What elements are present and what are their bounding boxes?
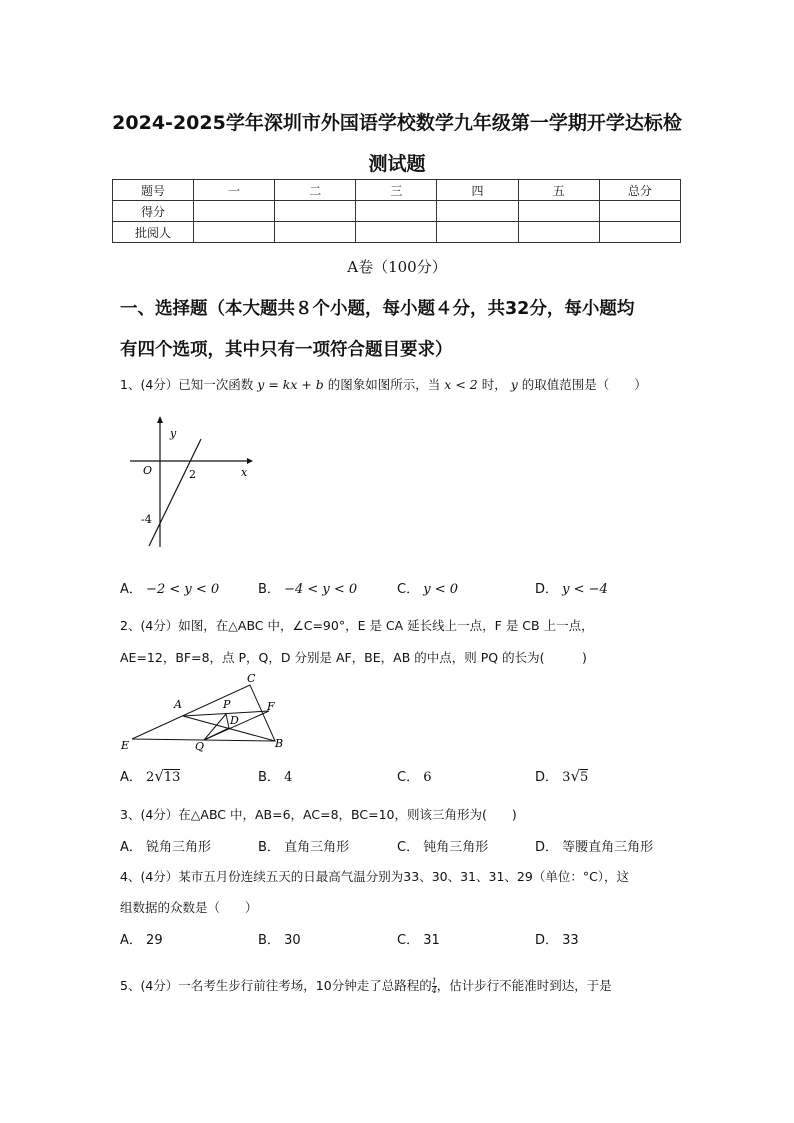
score-table-header: 四 — [437, 180, 518, 201]
score-table-row — [113, 222, 681, 243]
score-cell — [194, 222, 275, 243]
page-title-line1: 2024-2025学年深圳市外国语学校数学九年级第一学期开学达标检 — [112, 112, 682, 134]
q3-option-a[interactable] — [120, 836, 211, 855]
score-table-header: 三 — [356, 180, 437, 201]
label-b: B — [275, 737, 284, 750]
sqrt-icon: √ — [570, 767, 580, 785]
question-5-stem — [120, 976, 612, 995]
q1-text: 的图象如图所示，当 — [327, 377, 441, 392]
score-table-row — [113, 201, 681, 222]
option-letter: C． — [397, 770, 420, 785]
option-letter: D． — [535, 933, 559, 948]
option-letter: B． — [258, 933, 280, 948]
origin-label: O — [143, 464, 153, 477]
option-text: 3 — [562, 770, 571, 785]
score-cell — [599, 201, 680, 222]
question-4-line2: 组数据的众数是（ ） — [120, 900, 258, 915]
option-letter: B． — [258, 840, 280, 855]
score-row-label: 得分 — [113, 201, 194, 222]
option-letter: B． — [258, 770, 280, 785]
score-cell — [518, 222, 599, 243]
option-text: 31 — [423, 933, 440, 948]
q4-option-c[interactable] — [397, 929, 440, 948]
x-axis-arrow-icon — [247, 458, 253, 464]
option-letter: C． — [397, 933, 420, 948]
option-letter: C． — [397, 840, 420, 855]
question-2-line1: 2、(4分）如图，在△ABC 中，∠C=90°，E 是 CA 延长线上一点，F 是 CB 上一点， — [120, 618, 594, 633]
q5-text: ，估计步行不能准时到达，于是 — [436, 978, 612, 993]
section-heading-line2: 有四个选项，其中只有一项符合题目要求） — [120, 340, 453, 360]
option-letter: D． — [535, 582, 559, 597]
score-table-header: 一 — [194, 180, 275, 201]
q1-option-d[interactable] — [535, 578, 608, 597]
option-text: 锐角三角形 — [146, 840, 212, 855]
q3-option-b[interactable] — [258, 836, 349, 855]
option-text: 4 — [284, 770, 293, 785]
question-3-stem: 3、(4分）在△ABC 中，AB=6，AC=8，BC=10，则该三角形为( ) — [120, 807, 517, 822]
option-text: 33 — [562, 933, 579, 948]
score-cell — [194, 201, 275, 222]
label-a: A — [174, 698, 182, 711]
q1-variable: y — [510, 377, 518, 392]
q4-option-b[interactable] — [258, 929, 301, 948]
radicand: 13 — [163, 770, 181, 785]
option-text: 钝角三角形 — [423, 840, 489, 855]
function-line — [149, 439, 201, 546]
option-text: −4 < y < 0 — [284, 582, 358, 597]
q1-option-c[interactable] — [397, 578, 458, 597]
sqrt-icon: √ — [154, 767, 164, 785]
segment-pd — [226, 714, 229, 728]
y-axis-label: y — [170, 427, 177, 440]
q4-option-a[interactable] — [120, 929, 163, 948]
score-table — [112, 179, 681, 243]
q3-option-c[interactable] — [397, 836, 488, 855]
segment-qd — [204, 728, 229, 740]
score-cell — [518, 201, 599, 222]
option-text: 6 — [423, 770, 432, 785]
q3-option-d[interactable] — [535, 836, 653, 855]
q2-option-a[interactable] — [120, 766, 180, 785]
score-table-header: 二 — [275, 180, 356, 201]
q1-option-b[interactable] — [258, 578, 357, 597]
label-q: Q — [195, 740, 205, 753]
x-intercept-label: 2 — [189, 468, 196, 481]
option-letter: A． — [120, 840, 142, 855]
section-heading-line1: 一、选择题（本大题共８个小题，每小题４分，共32分，每小题均 — [120, 299, 635, 319]
option-text: 2 — [146, 770, 155, 785]
y-axis-arrow-icon — [157, 416, 163, 423]
outer-triangle-ece — [132, 685, 275, 741]
q1-text: 时， — [481, 377, 507, 392]
q1-text: 的取值范围是（ ） — [521, 377, 647, 392]
score-cell — [437, 222, 518, 243]
option-letter: C． — [397, 582, 420, 597]
option-letter: A． — [120, 770, 142, 785]
option-text: −2 < y < 0 — [146, 582, 220, 597]
score-cell — [356, 222, 437, 243]
q2-option-c[interactable] — [397, 766, 432, 785]
radicand: 5 — [580, 770, 589, 785]
option-text: y < 0 — [423, 582, 458, 597]
q4-option-d[interactable] — [535, 929, 579, 948]
option-letter: A． — [120, 582, 142, 597]
x-axis-label: x — [241, 466, 248, 479]
score-cell — [356, 201, 437, 222]
question-4-line1: 4、(4分）某市五月份连续五天的日最高气温分别为33、30、31、31、29（单位：°C），这 — [120, 869, 630, 884]
option-text: 直角三角形 — [284, 840, 350, 855]
option-text: 等腰直角三角形 — [562, 840, 654, 855]
label-e: E — [121, 739, 130, 752]
label-c: C — [247, 672, 256, 685]
score-table-header-row — [113, 180, 681, 201]
question-1-stem — [120, 375, 647, 393]
option-letter: B． — [258, 582, 280, 597]
q2-option-d[interactable] — [535, 766, 588, 785]
option-letter: D． — [535, 840, 559, 855]
question-2-line2: AE=12，BF=8，点 P，Q，D 分别是 AF，BE，AB 的中点，则 PQ 的长为( ) — [120, 650, 587, 665]
q1-function: y = kx + b — [257, 377, 324, 392]
score-cell — [599, 222, 680, 243]
fraction-denominator: 4 — [431, 986, 437, 995]
page-title-line2: 测试题 — [368, 153, 426, 175]
fraction-numerator: 1 — [431, 977, 437, 986]
option-text: y < −4 — [562, 582, 608, 597]
score-row-label: 批阅人 — [113, 222, 194, 243]
q1-text: 1、(4分）已知一次函数 — [120, 377, 254, 392]
q1-option-a[interactable] — [120, 578, 219, 597]
score-table-header: 五 — [518, 180, 599, 201]
score-table-header: 题号 — [113, 180, 194, 201]
q2-figure — [115, 670, 295, 755]
score-cell — [275, 222, 356, 243]
score-cell — [437, 201, 518, 222]
option-text: 30 — [284, 933, 301, 948]
score-cell — [275, 201, 356, 222]
label-f: F — [267, 700, 275, 713]
option-text: 29 — [146, 933, 163, 948]
option-letter: A． — [120, 933, 142, 948]
q5-text: 5、(4分）一名考生步行前往考场，10分钟走了总路程的 — [120, 978, 432, 993]
q1-condition: x < 2 — [444, 377, 478, 392]
score-table-header: 总分 — [599, 180, 680, 201]
label-d: D — [230, 714, 239, 727]
label-p: P — [223, 698, 231, 711]
y-intercept-label: -4 — [141, 513, 152, 526]
part-title: A卷（100分） — [347, 258, 447, 276]
q1-graph — [125, 412, 255, 552]
option-letter: D． — [535, 770, 559, 785]
q2-option-b[interactable] — [258, 766, 292, 785]
